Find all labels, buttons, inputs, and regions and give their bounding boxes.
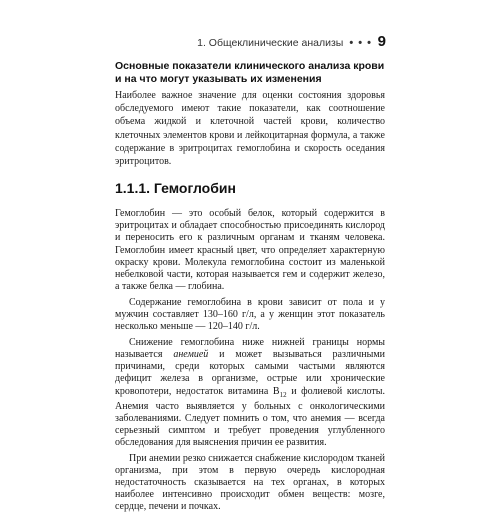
vitamin-subscript: 12 — [279, 390, 287, 399]
anemia-term: анемией — [173, 349, 209, 361]
running-head-dots: • • • — [349, 37, 372, 49]
page-content — [115, 60, 385, 517]
running-head-section: 1. Общеклинические анализы — [197, 37, 344, 49]
anemia-text-end: и фолиевой кислоты. Анемия часто выявляется у больных с онкологическими заболеваниями. Следует помнить о том, что анемия — всегда серьезный симптом и требует проведения углубленного обследования для выяснения причин ее развития. — [115, 385, 385, 448]
anemia-text-start: Снижение гемоглобина ниже нижней границы нормы называется — [115, 337, 385, 361]
section-title: 1.1.1. Гемоглобин — [115, 180, 236, 197]
subheading: Основные показатели клинического анализа крови и на что могут указывать их изменения — [115, 60, 385, 85]
paragraph-definition: Гемоглобин — это особый белок, который содержится в эритроцитах и обладает способностью присоединять кислород и переносить его к различным органам и тканям человека. Гемоглобин имеет красный цвет, что определяет характерную окраску крови. Молекула гемоглобина состоит из маленькой небелковой части, которая называется гем и содержит железо, а также белка — глобина. — [115, 208, 385, 292]
intro-paragraph: Наиболее важное значение для оценки состояния здоровья обследуемого имеют такие показатели, как соотношение объема жидкой и клеточной частей крови, количество клеточных элементов крови и лейкоцитарная формула, а также содержание в эритроцитах гемоглобина и скорость оседания эритроцитов. — [115, 90, 385, 168]
paragraph-anemia — [115, 337, 385, 449]
paragraph-oxygen: При анемии резко снижается снабжение кислородом тканей организма, при этом в первую очередь кислородная недостаточность сказывается на тех органах, в которых наиболее интенсивно происходит обмен веществ: мозге, сердце, печени и почках. — [115, 453, 385, 513]
running-head — [197, 37, 372, 49]
paragraph-norms: Содержание гемоглобина в крови зависит от пола и у мужчин составляет 130–160 г/л, а у женщин этот показатель несколько меньше — 120–140 г/л. — [115, 296, 385, 333]
page-number: 9 — [377, 33, 386, 50]
anemia-text-middle: и может вызываться различными причинами, среди которых самыми частыми являются дефицит железа в организме, острые или хронические кровопотери, недостаток витамина B — [115, 349, 386, 397]
